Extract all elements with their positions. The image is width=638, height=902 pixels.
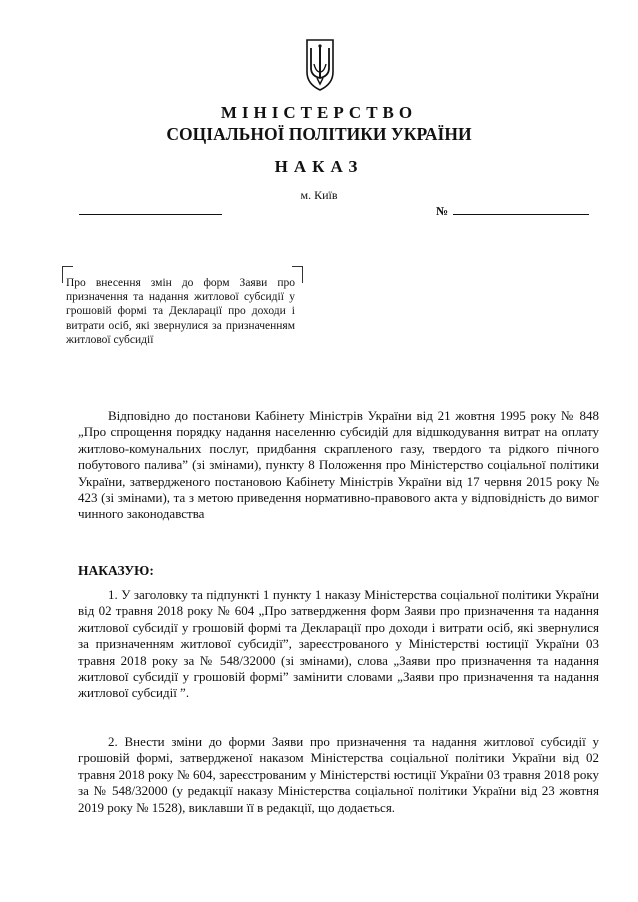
number-line	[453, 214, 589, 215]
city: м. Київ	[300, 188, 338, 202]
order-item-1: 1. У заголовку та підпункті 1 пункту 1 наказу Міністерства соціальної політики України від 02 травня 2018 року № 604 „Про затвердження форм Заяви про призначення та надання житлової субсидії у грошовій формі та Декларації про доходи і витрати осіб, які звернулися за призначенням житлової субсидії”, зареєстрованого у Міністерстві юстиції України 03 травня 2018 року за № 548/32000 (зі змінами), слова „Заяви про призначення та надання житлової субсидії у грошовій формі” замінити словами „Заяви про призначення та надання житлової субсидії ”.	[78, 587, 599, 701]
document-type: НАКАЗ	[274, 157, 364, 176]
order-heading: НАКАЗУЮ:	[78, 563, 154, 578]
order-item-2: 2. Внести зміни до форми Заяви про призначення та надання житлової субсидії у грошовій формі, затвердженої наказом Міністерства соціальної політики України від 02 травня 2018 року № 604, зареєстрованим у Міністерстві юстиції України 03 травня 2018 року за № 548/32000 (у редакції наказу Міністерства соціальної політики України від 23 жовтня 2019 року № 1528), виклавши її в редакції, що додається.	[78, 734, 599, 815]
ministry-name-line1: МІНІСТЕРСТВО	[220, 103, 418, 122]
coat-of-arms-icon	[305, 38, 335, 92]
preamble-paragraph: Відповідно до постанови Кабінету Міністрів України від 21 жовтня 1995 року № 848 „Про спрощення порядку надання населенню субсидій для відшкодування витрат на оплату житлово-комунальних послуг, придбання скрапленого газу, твердого та рідкого пічного побутового палива” (зі змінами), пункту 8 Положення про Міністерство соціальної політики України, затвердженого постановою Кабінету Міністрів України від 17 червня 2015 року № 423 (зі змінами), та з метою приведення нормативно-правового акта у відповідність до вимог чинного законодавства	[78, 408, 599, 522]
subject-block: Про внесення змін до форм Заяви про призначення та надання житлової субсидії у грошовій формі та Декларації про доходи і витрати осіб, які звернулися за призначенням житлової субсидії	[66, 277, 295, 346]
ministry-name-line2: СОЦІАЛЬНОЇ ПОЛІТИКИ УКРАЇНИ	[166, 124, 472, 144]
date-line	[79, 214, 222, 215]
number-label: №	[436, 204, 449, 218]
